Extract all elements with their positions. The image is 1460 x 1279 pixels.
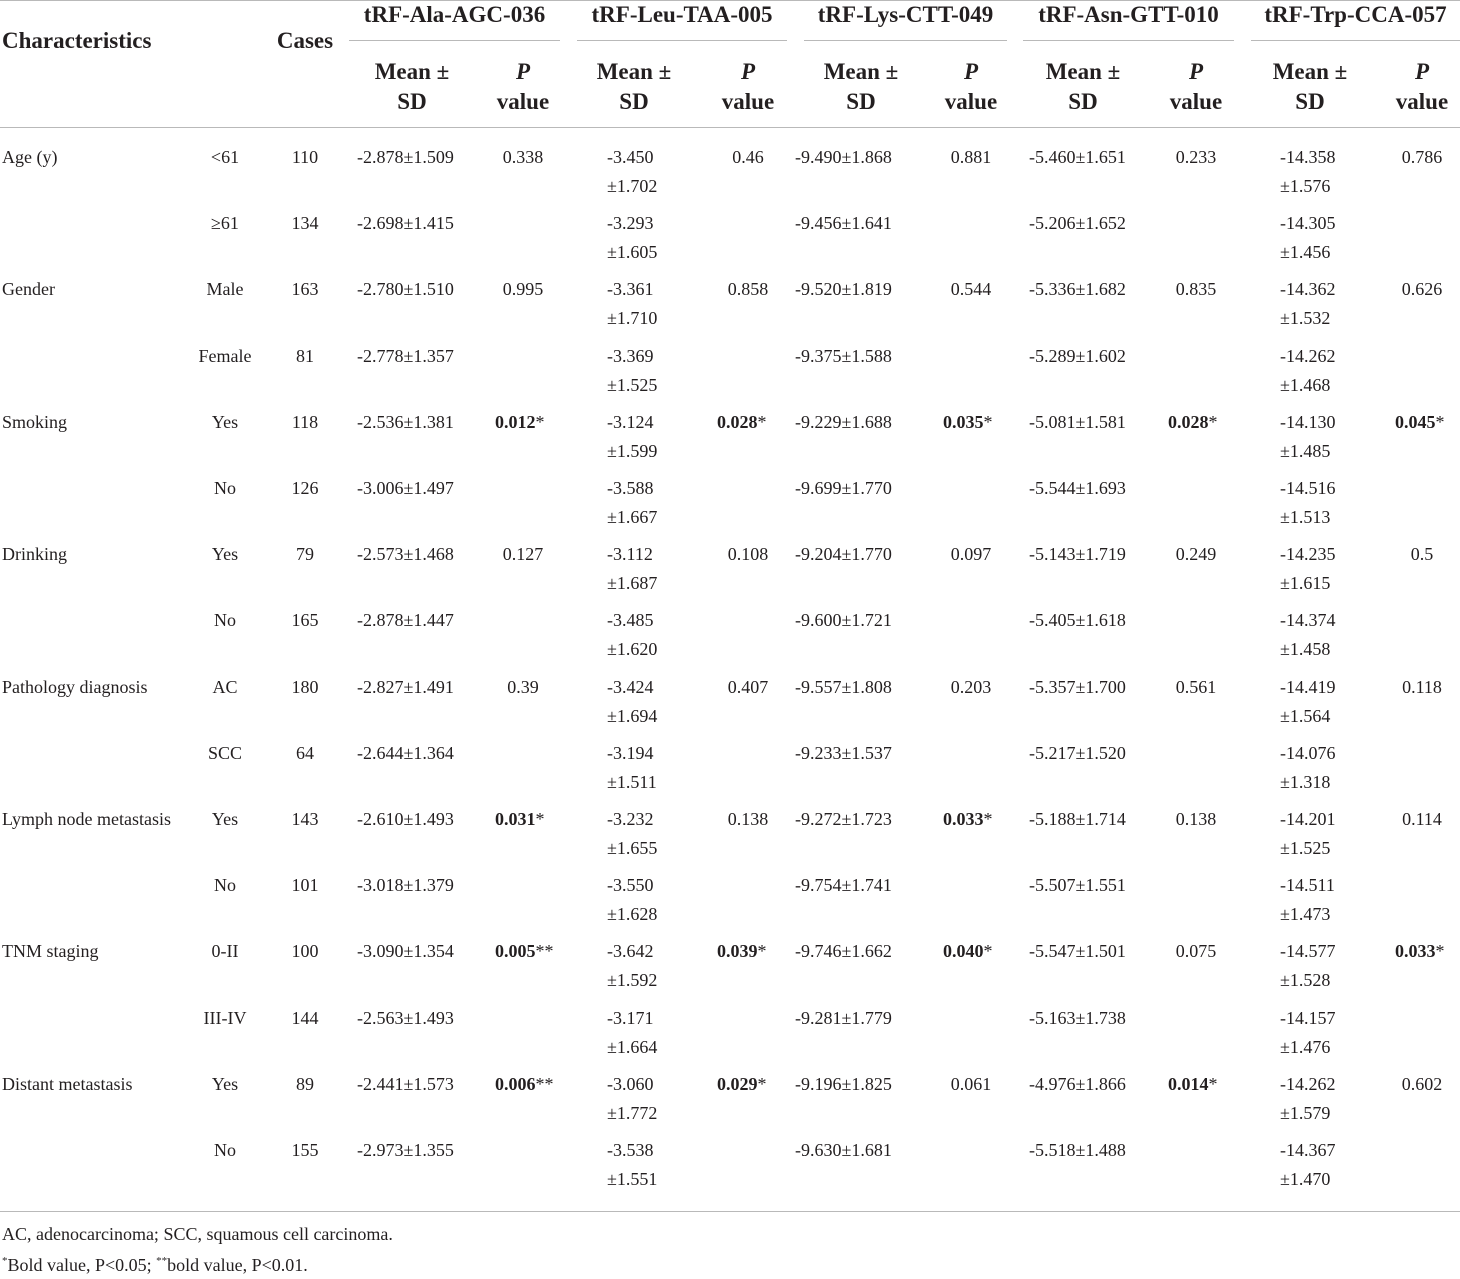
mean-sd-value: -2.778±1.357 bbox=[357, 345, 454, 366]
p-value-number: 0.995 bbox=[502, 279, 544, 300]
row-cases: 126 bbox=[291, 478, 319, 498]
group-label: Age (y) bbox=[2, 147, 58, 167]
mean-sd-value: -3.485 ±1.620 bbox=[607, 610, 658, 660]
mean-sd-value: -14.419 ±1.564 bbox=[1280, 676, 1336, 726]
p-value-number: 0.075 bbox=[1175, 941, 1217, 962]
p-value-number: 0.061 bbox=[950, 1073, 992, 1094]
footnote-double-star: ** bbox=[156, 1255, 168, 1267]
mean-sd-value: -14.374 ±1.458 bbox=[1280, 610, 1336, 660]
mean-sd-value: -5.188±1.714 bbox=[1029, 809, 1126, 829]
mean-sd-value: -2.563±1.493 bbox=[357, 1007, 454, 1028]
p-value bbox=[717, 937, 767, 966]
p-value-number: 0.544 bbox=[950, 279, 992, 300]
mean-sd-value: -14.511 ±1.473 bbox=[1280, 875, 1335, 925]
mean-sd-value: -5.289±1.602 bbox=[1029, 345, 1126, 366]
mean-sd-value: -3.018±1.379 bbox=[357, 875, 454, 896]
table-bottom-rule bbox=[0, 1211, 1460, 1212]
p-value-number: 0.786 bbox=[1401, 147, 1443, 167]
mean-sd-value: -14.201 ±1.525 bbox=[1280, 809, 1336, 858]
p-value-number: 0.407 bbox=[727, 676, 769, 697]
mean-sd-value: -2.536±1.381 bbox=[357, 411, 454, 432]
header-mean-sd-line2-4: SD bbox=[1068, 89, 1098, 114]
significance-star: * bbox=[983, 809, 993, 829]
row-cases: 81 bbox=[296, 345, 314, 366]
p-value bbox=[943, 937, 993, 966]
header-gene-4: tRF-Asn-GTT-010 bbox=[1038, 2, 1219, 27]
row-subgroup: Yes bbox=[211, 544, 239, 565]
p-value-number: 0.006 bbox=[495, 1073, 536, 1094]
mean-sd-value: -3.424 ±1.694 bbox=[607, 676, 658, 726]
row-cases: 143 bbox=[291, 809, 319, 829]
header-gene-5: tRF-Trp-CCA-057 bbox=[1264, 2, 1447, 27]
significance-star: * bbox=[757, 941, 767, 962]
mean-sd-value: -5.544±1.693 bbox=[1029, 478, 1126, 498]
p-value bbox=[1395, 937, 1445, 966]
header-mean-sd-line2-5: SD bbox=[1295, 89, 1325, 114]
p-value-number: 0.033 bbox=[1395, 941, 1436, 962]
significance-star: * bbox=[757, 1073, 767, 1094]
row-cases: 144 bbox=[291, 1007, 319, 1028]
p-value bbox=[483, 540, 563, 569]
p-value bbox=[1382, 673, 1460, 702]
p-value bbox=[931, 540, 1011, 569]
mean-sd-value: -9.746±1.662 bbox=[795, 941, 892, 962]
p-value-number: 0.097 bbox=[950, 544, 992, 565]
mean-sd-value: -3.293 ±1.605 bbox=[607, 213, 658, 263]
row-cases: 89 bbox=[296, 1073, 314, 1094]
row-subgroup: No bbox=[214, 478, 236, 498]
p-value bbox=[483, 275, 563, 304]
p-value-number: 0.039 bbox=[717, 941, 758, 962]
header-gene-3: tRF-Lys-CTT-049 bbox=[817, 2, 994, 27]
mean-sd-value: -14.577 ±1.528 bbox=[1280, 941, 1336, 991]
p-value-number: 0.028 bbox=[1168, 411, 1209, 432]
significance-star: * bbox=[983, 411, 993, 432]
row-subgroup: Yes bbox=[211, 411, 239, 432]
footnote-text-b: bold value, P<0.01. bbox=[167, 1255, 308, 1275]
header-mean-sd-4: Mean ± bbox=[1045, 59, 1121, 84]
p-value-number: 0.114 bbox=[1402, 809, 1442, 829]
mean-sd-value: -14.358 ±1.576 bbox=[1280, 147, 1336, 196]
p-value bbox=[708, 673, 788, 702]
header-gene-2: tRF-Leu-TAA-005 bbox=[591, 2, 773, 27]
mean-sd-value: -2.878±1.447 bbox=[357, 610, 454, 631]
row-cases: 101 bbox=[291, 875, 319, 896]
mean-sd-value: -5.518±1.488 bbox=[1029, 1140, 1126, 1160]
mean-sd-value: -5.081±1.581 bbox=[1029, 411, 1126, 432]
p-value bbox=[708, 275, 788, 304]
header-p-value-1: value bbox=[496, 89, 550, 114]
mean-sd-value: -2.610±1.493 bbox=[357, 809, 454, 829]
footnote-significance bbox=[2, 1248, 308, 1279]
header-mean-sd-line2-1: SD bbox=[397, 89, 427, 114]
mean-sd-value: -3.124 ±1.599 bbox=[607, 411, 658, 461]
row-subgroup: 0-II bbox=[211, 941, 239, 962]
p-value-number: 0.014 bbox=[1168, 1073, 1209, 1094]
mean-sd-value: -5.143±1.719 bbox=[1029, 544, 1126, 565]
header-characteristics: Characteristics bbox=[2, 28, 152, 53]
p-value-number: 0.108 bbox=[727, 544, 769, 565]
p-value-number: 0.118 bbox=[1402, 676, 1442, 697]
header-p-value-4: value bbox=[1169, 89, 1223, 114]
header-p-2: P bbox=[740, 59, 756, 84]
significance-star: * bbox=[1435, 411, 1445, 432]
p-value bbox=[483, 673, 563, 702]
p-value-number: 0.46 bbox=[732, 147, 764, 167]
mean-sd-value: -4.976±1.866 bbox=[1029, 1073, 1126, 1094]
gene-span-rule-2 bbox=[577, 40, 787, 41]
group-label: TNM staging bbox=[2, 941, 99, 962]
row-cases: 134 bbox=[291, 213, 319, 234]
p-value-number: 0.138 bbox=[727, 809, 769, 829]
mean-sd-value: -3.550 ±1.628 bbox=[607, 875, 658, 925]
mean-sd-value: -3.369 ±1.525 bbox=[607, 345, 658, 395]
row-cases: 100 bbox=[291, 941, 319, 962]
row-subgroup: No bbox=[214, 1140, 236, 1160]
p-value-number: 0.626 bbox=[1401, 279, 1443, 300]
p-value-number: 0.029 bbox=[717, 1073, 758, 1094]
row-cases: 163 bbox=[291, 279, 319, 300]
p-value-number: 0.033 bbox=[943, 809, 984, 829]
mean-sd-value: -14.367 ±1.470 bbox=[1280, 1140, 1336, 1189]
p-value-number: 0.028 bbox=[717, 411, 758, 432]
significance-star: * bbox=[1208, 1073, 1218, 1094]
p-value bbox=[931, 1070, 1011, 1099]
mean-sd-value: -5.336±1.682 bbox=[1029, 279, 1126, 300]
p-value bbox=[1168, 408, 1218, 437]
p-value bbox=[1395, 408, 1445, 437]
header-mean-sd-5: Mean ± bbox=[1272, 59, 1348, 84]
p-value-number: 0.127 bbox=[502, 544, 544, 565]
mean-sd-value: -5.547±1.501 bbox=[1029, 941, 1126, 962]
group-label: Drinking bbox=[2, 544, 67, 565]
mean-sd-value: -9.196±1.825 bbox=[795, 1073, 892, 1094]
mean-sd-value: -3.194 ±1.511 bbox=[607, 742, 657, 792]
p-value bbox=[708, 540, 788, 569]
mean-sd-value: -14.130 ±1.485 bbox=[1280, 411, 1336, 461]
p-value-number: 0.881 bbox=[950, 147, 992, 167]
p-value-number: 0.858 bbox=[727, 279, 769, 300]
p-value-number: 0.338 bbox=[502, 147, 544, 167]
mean-sd-value: -5.206±1.652 bbox=[1029, 213, 1126, 234]
gene-span-rule-5 bbox=[1251, 40, 1460, 41]
footnote-abbreviations: AC, adenocarcinoma; SCC, squamous cell carcinoma. bbox=[2, 1224, 393, 1244]
p-value-number: 0.5 bbox=[1410, 544, 1434, 565]
header-p-value-3: value bbox=[944, 89, 998, 114]
mean-sd-value: -3.588 ±1.667 bbox=[607, 478, 658, 527]
p-value-number: 0.561 bbox=[1175, 676, 1217, 697]
mean-sd-value: -9.204±1.770 bbox=[795, 544, 892, 565]
mean-sd-value: -9.754±1.741 bbox=[795, 875, 892, 896]
mean-sd-value: -5.357±1.700 bbox=[1029, 676, 1126, 697]
p-value bbox=[717, 408, 767, 437]
row-subgroup: Yes bbox=[211, 809, 239, 829]
row-subgroup: Yes bbox=[211, 1073, 239, 1094]
p-value bbox=[495, 408, 545, 437]
row-subgroup: SCC bbox=[207, 742, 243, 763]
group-label: Pathology diagnosis bbox=[2, 676, 148, 697]
row-subgroup: Female bbox=[198, 345, 252, 366]
p-value bbox=[1156, 805, 1236, 834]
p-value bbox=[1382, 275, 1460, 304]
p-value bbox=[1156, 275, 1236, 304]
row-cases: 165 bbox=[291, 610, 319, 631]
row-cases: 118 bbox=[291, 411, 319, 432]
gene-span-rule-3 bbox=[804, 40, 1007, 41]
mean-sd-value: -3.171 ±1.664 bbox=[607, 1007, 658, 1057]
gene-span-rule-4 bbox=[1023, 40, 1234, 41]
header-mean-sd-2: Mean ± bbox=[596, 59, 672, 84]
row-subgroup: III-IV bbox=[203, 1007, 247, 1028]
group-label: Smoking bbox=[2, 411, 68, 432]
row-cases: 110 bbox=[291, 147, 319, 167]
p-value bbox=[1156, 673, 1236, 702]
p-value-number: 0.249 bbox=[1175, 544, 1217, 565]
p-value bbox=[1382, 805, 1460, 834]
mean-sd-value: -2.827±1.491 bbox=[357, 676, 454, 697]
mean-sd-value: -9.375±1.588 bbox=[795, 345, 892, 366]
header-p-4: P bbox=[1188, 59, 1204, 84]
row-cases: 64 bbox=[296, 742, 314, 763]
mean-sd-value: -9.272±1.723 bbox=[795, 809, 892, 829]
mean-sd-value: -3.642 ±1.592 bbox=[607, 941, 658, 991]
mean-sd-value: -2.973±1.355 bbox=[357, 1140, 454, 1160]
header-p-value-2: value bbox=[721, 89, 775, 114]
p-value bbox=[495, 1070, 554, 1099]
footnote-text-a: Bold value, P<0.05; bbox=[7, 1255, 157, 1275]
p-value bbox=[931, 673, 1011, 702]
mean-sd-value: -3.060 ±1.772 bbox=[607, 1073, 658, 1123]
p-value-number: 0.012 bbox=[495, 411, 536, 432]
p-value-number: 0.138 bbox=[1175, 809, 1217, 829]
p-value bbox=[1168, 1070, 1218, 1099]
mean-sd-value: -2.573±1.468 bbox=[357, 544, 454, 565]
p-value-number: 0.602 bbox=[1401, 1073, 1443, 1094]
mean-sd-value: -5.507±1.551 bbox=[1029, 875, 1126, 896]
p-value-number: 0.035 bbox=[943, 411, 984, 432]
row-subgroup: <61 bbox=[210, 147, 240, 167]
header-gene-1: tRF-Ala-AGC-036 bbox=[363, 2, 546, 27]
mean-sd-value: -14.362 ±1.532 bbox=[1280, 279, 1336, 329]
group-label: Gender bbox=[2, 279, 55, 300]
mean-sd-value: -3.450 ±1.702 bbox=[607, 147, 658, 196]
mean-sd-value: -9.490±1.868 bbox=[795, 147, 892, 167]
group-label: Lymph node metastasis bbox=[2, 809, 171, 829]
mean-sd-value: -14.262 ±1.579 bbox=[1280, 1073, 1336, 1123]
p-value-number: 0.040 bbox=[943, 941, 984, 962]
mean-sd-value: -2.441±1.573 bbox=[357, 1073, 454, 1094]
mean-sd-value: -3.361 ±1.710 bbox=[607, 279, 658, 329]
group-label: Distant metastasis bbox=[2, 1073, 133, 1094]
header-mean-sd-line2-2: SD bbox=[619, 89, 649, 114]
mean-sd-value: -5.460±1.651 bbox=[1029, 147, 1126, 167]
mean-sd-value: -3.232 ±1.655 bbox=[607, 809, 658, 858]
significance-star: * bbox=[757, 411, 767, 432]
p-value bbox=[495, 937, 554, 966]
header-cases: Cases bbox=[276, 28, 334, 53]
mean-sd-value: -5.405±1.618 bbox=[1029, 610, 1126, 631]
p-value-number: 0.233 bbox=[1175, 147, 1217, 167]
mean-sd-value: -5.217±1.520 bbox=[1029, 742, 1126, 763]
mean-sd-value: -2.698±1.415 bbox=[357, 213, 454, 234]
header-bottom-rule bbox=[0, 127, 1460, 128]
mean-sd-value: -14.516 ±1.513 bbox=[1280, 478, 1336, 527]
significance-star: ** bbox=[535, 941, 554, 962]
p-value bbox=[708, 805, 788, 834]
mean-sd-value: -9.233±1.537 bbox=[795, 742, 892, 763]
p-value bbox=[1156, 937, 1236, 966]
mean-sd-value: -3.006±1.497 bbox=[357, 478, 454, 498]
p-value-number: 0.031 bbox=[495, 809, 536, 829]
p-value bbox=[1382, 143, 1460, 172]
significance-star: * bbox=[1435, 941, 1445, 962]
p-value bbox=[943, 408, 993, 437]
p-value bbox=[1156, 143, 1236, 172]
mean-sd-value: -14.076 ±1.318 bbox=[1280, 742, 1336, 792]
mean-sd-value: -2.780±1.510 bbox=[357, 279, 454, 300]
mean-sd-value: -14.262 ±1.468 bbox=[1280, 345, 1336, 395]
p-value bbox=[1156, 540, 1236, 569]
p-value bbox=[717, 1070, 767, 1099]
header-p-value-5: value bbox=[1395, 89, 1449, 114]
header-mean-sd-1: Mean ± bbox=[374, 59, 450, 84]
mean-sd-value: -9.630±1.681 bbox=[795, 1140, 892, 1160]
significance-star: * bbox=[535, 411, 545, 432]
p-value-number: 0.005 bbox=[495, 941, 536, 962]
mean-sd-value: -3.090±1.354 bbox=[357, 941, 454, 962]
p-value-number: 0.203 bbox=[950, 676, 992, 697]
mean-sd-value: -2.878±1.509 bbox=[357, 147, 454, 167]
mean-sd-value: -5.163±1.738 bbox=[1029, 1007, 1126, 1028]
header-mean-sd-3: Mean ± bbox=[823, 59, 899, 84]
mean-sd-value: -14.157 ±1.476 bbox=[1280, 1007, 1336, 1057]
p-value bbox=[1382, 540, 1460, 569]
mean-sd-value: -9.520±1.819 bbox=[795, 279, 892, 300]
mean-sd-value: -3.112 ±1.687 bbox=[607, 544, 658, 594]
mean-sd-value: -9.699±1.770 bbox=[795, 478, 892, 498]
row-subgroup: AC bbox=[212, 676, 238, 697]
mean-sd-value: -14.305 ±1.456 bbox=[1280, 213, 1336, 263]
row-subgroup: Male bbox=[206, 279, 244, 300]
mean-sd-value: -14.235 ±1.615 bbox=[1280, 544, 1336, 594]
significance-star: ** bbox=[535, 1073, 554, 1094]
significance-star: * bbox=[1208, 411, 1218, 432]
p-value bbox=[495, 805, 545, 834]
mean-sd-value: -9.456±1.641 bbox=[795, 213, 892, 234]
row-subgroup: ≥61 bbox=[211, 213, 239, 234]
row-cases: 79 bbox=[296, 544, 314, 565]
header-mean-sd-line2-3: SD bbox=[846, 89, 876, 114]
p-value-number: 0.045 bbox=[1395, 411, 1436, 432]
p-value bbox=[483, 143, 563, 172]
row-cases: 155 bbox=[291, 1140, 319, 1160]
p-value-number: 0.835 bbox=[1175, 279, 1217, 300]
p-value bbox=[1382, 1070, 1460, 1099]
row-cases: 180 bbox=[291, 676, 319, 697]
header-p-3: P bbox=[963, 59, 979, 84]
p-value-number: 0.39 bbox=[507, 676, 539, 697]
p-value bbox=[708, 143, 788, 172]
mean-sd-value: -3.538 ±1.551 bbox=[607, 1140, 658, 1189]
mean-sd-value: -9.600±1.721 bbox=[795, 610, 892, 631]
row-subgroup: No bbox=[214, 875, 236, 896]
p-value bbox=[943, 805, 993, 834]
row-subgroup: No bbox=[214, 610, 236, 631]
mean-sd-value: -2.644±1.364 bbox=[357, 742, 454, 763]
mean-sd-value: -9.557±1.808 bbox=[795, 676, 892, 697]
mean-sd-value: -9.281±1.779 bbox=[795, 1007, 892, 1028]
significance-star: * bbox=[983, 941, 993, 962]
significance-star: * bbox=[535, 809, 545, 829]
footnote-star: * bbox=[2, 1255, 8, 1267]
mean-sd-value: -9.229±1.688 bbox=[795, 411, 892, 432]
p-value bbox=[931, 275, 1011, 304]
p-value bbox=[931, 143, 1011, 172]
header-p-1: P bbox=[515, 59, 531, 84]
header-p-5: P bbox=[1414, 59, 1430, 84]
gene-span-rule-1 bbox=[349, 40, 560, 41]
